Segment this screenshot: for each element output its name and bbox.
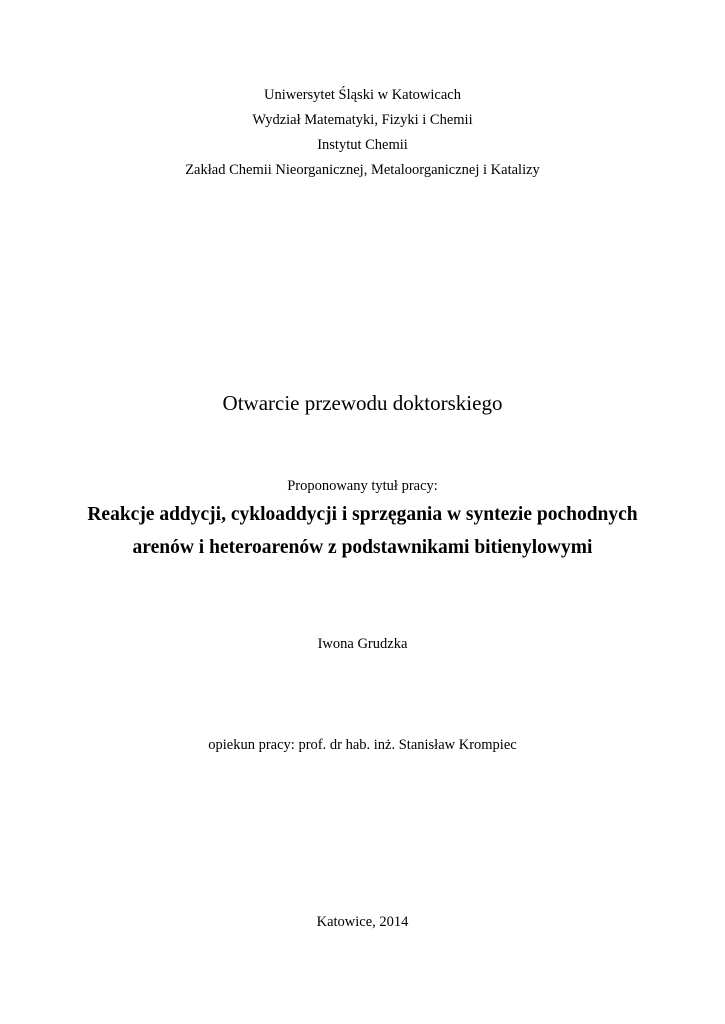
proposed-title-label: Proponowany tytuł pracy: (287, 478, 438, 494)
thesis-title-line-1: Reakcje addycji, cykloaddycji i sprzęgania w syntezie pochodnych (87, 504, 638, 525)
institute-name: Instytut Chemii (317, 137, 408, 153)
author-name: Iwona Grudzka (317, 636, 408, 652)
department-name: Zakład Chemii Nieorganicznej, Metaloorganicznej i Katalizy (185, 162, 540, 178)
document-type-heading: Otwarcie przewodu doktorskiego (222, 391, 503, 415)
thesis-title-line-2: arenów i heteroarenów z podstawnikami bitienylowymi (132, 537, 593, 558)
supervisor-line: opiekun pracy: prof. dr hab. inż. Stanisław Krompiec (208, 737, 517, 753)
place-and-date: Katowice, 2014 (316, 914, 409, 930)
faculty-name: Wydział Matematyki, Fizyki i Chemii (252, 112, 473, 128)
university-name: Uniwersytet Śląski w Katowicach (264, 87, 461, 103)
